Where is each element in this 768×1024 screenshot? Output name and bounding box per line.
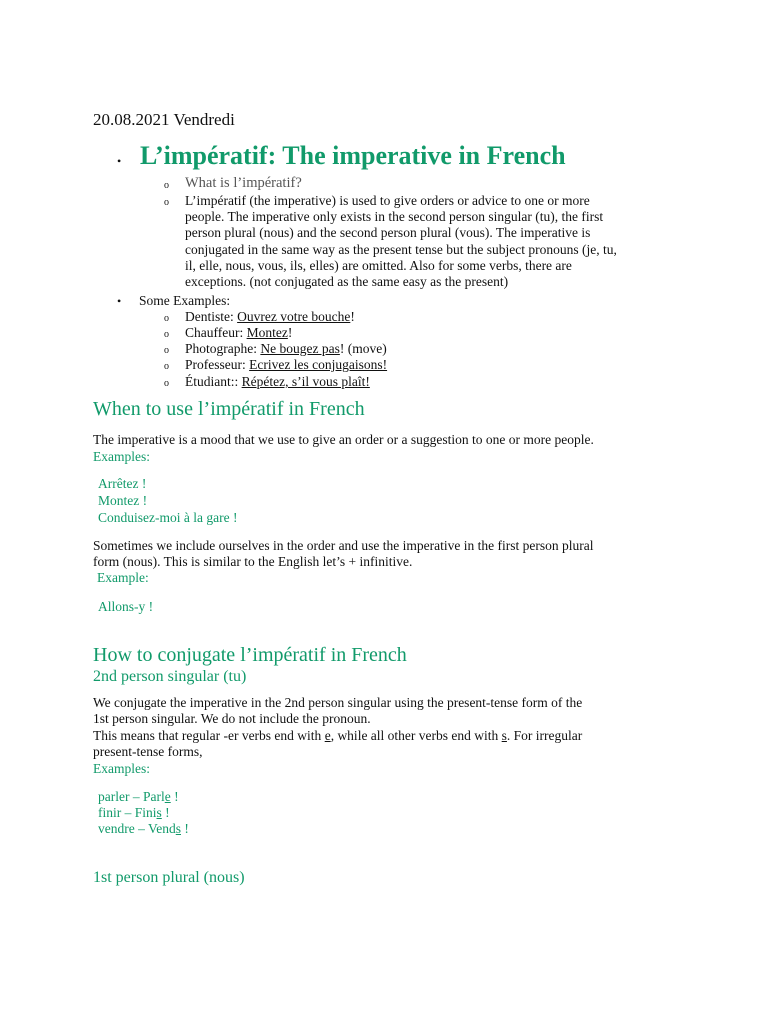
example-phrase: Répétez, s’il vous plaît! [241,374,370,389]
ending-e: e [324,727,331,743]
bullet-marker: • [117,154,122,168]
definition-line: conjugated in the same way as the present tense but the subject pronouns (je, tu, [185,241,617,257]
example-item [185,325,292,341]
definition-line: L’impératif (the imperative) is used to give orders or advice to one or more [185,193,590,208]
example-item [185,357,387,373]
question-line: What is l’impératif? [185,175,302,191]
sub-bullet-marker: o [164,313,169,324]
tu-text-part: , while all other verbs end with [330,727,502,743]
tu-text-line: 1st person singular. We do not include the pronoun. [93,711,371,727]
tu-example-excl: ! [170,789,179,804]
examples-label: Examples: [93,449,150,464]
when-example: Montez ! [98,493,148,508]
example-label: Example: [97,570,149,585]
bullet-marker: • [117,294,122,308]
tu-example-verb: vendre – Vend [98,821,176,836]
section-heading-how: How to conjugate l’impératif in French [93,644,407,666]
example-speaker: Chauffeur: [185,325,247,340]
date-line: 20.08.2021 Vendredi [93,110,235,129]
nous-text-line: form (nous). This is similar to the English let’s + infinitive. [93,554,413,570]
tu-text-part: This means that regular -er verbs end with [93,727,325,743]
tu-example-ending: e [164,789,171,804]
nous-text [93,538,594,571]
tu-example-ending: s [175,821,181,836]
when-example: Arrêtez ! [98,476,147,491]
subheading-nous: 1st person plural (nous) [93,869,245,886]
definition-paragraph [185,193,675,290]
example-after: ! [287,325,293,340]
definition-line: exceptions. (not conjugated as the same easy as the present) [185,274,509,290]
tu-examples-label: Examples: [93,761,150,776]
example-item [185,309,355,325]
example-phrase: Ecrivez les conjugaisons! [249,357,388,372]
example-phrase: Ne bougez pas [260,341,340,356]
sub-bullet-marker: o [164,197,169,208]
when-text: The imperative is a mood that we use to give an order or a suggestion to one or more people. [93,432,594,447]
example-phrase: Ouvrez votre bouche [237,309,351,324]
example-speaker: Professeur: [185,357,250,372]
tu-example-excl: ! [181,821,189,836]
sub-bullet-marker: o [164,345,169,356]
example-phrase: Montez [246,325,288,340]
example-item [185,341,387,357]
tu-example-verb: parler – Parl [98,789,165,804]
tu-example [98,805,170,821]
some-examples-label: Some Examples: [139,293,231,308]
tu-text-line [93,728,582,744]
sub-bullet-marker: o [164,180,169,191]
example-speaker: Étudiant:: [185,374,242,389]
definition-line: people. The imperative only exists in the second person singular (tu), the first [185,209,604,225]
tu-example [98,789,179,805]
section-heading-when: When to use l’impératif in French [93,398,365,420]
tu-text-line: present-tense forms, [93,744,203,760]
nous-example: Allons-y ! [98,599,154,614]
example-item [185,374,370,390]
subheading-tu: 2nd person singular (tu) [93,668,247,685]
tu-text-part: . For irregular [506,727,583,743]
definition-line: person plural (nous) and the second person plural (vous). The imperative is [185,225,591,241]
when-example: Conduisez-moi à la gare ! [98,510,238,525]
ending-s: s [501,727,507,743]
example-speaker: Dentiste: [185,309,238,324]
sub-bullet-marker: o [164,378,169,389]
tu-example-verb: finir – Fini [98,805,157,820]
page-title: L’impératif: The imperative in French [140,141,566,170]
sub-bullet-marker: o [164,361,169,372]
tu-example-excl: ! [161,805,170,820]
nous-text-line: Sometimes we include ourselves in the order and use the imperative in the first person plural [93,538,594,553]
definition-line: il, elle, nous, vous, ils, elles) are omitted. Also for some verbs, there are [185,257,572,273]
tu-example-ending: s [156,805,162,820]
example-after: ! (move) [339,341,387,356]
tu-text-line: We conjugate the imperative in the 2nd person singular using the present-tense form of the [93,695,583,710]
tu-text [93,695,582,761]
tu-example [98,821,189,837]
example-speaker: Photographe: [185,341,261,356]
sub-bullet-marker: o [164,329,169,340]
example-after: ! [350,309,355,324]
